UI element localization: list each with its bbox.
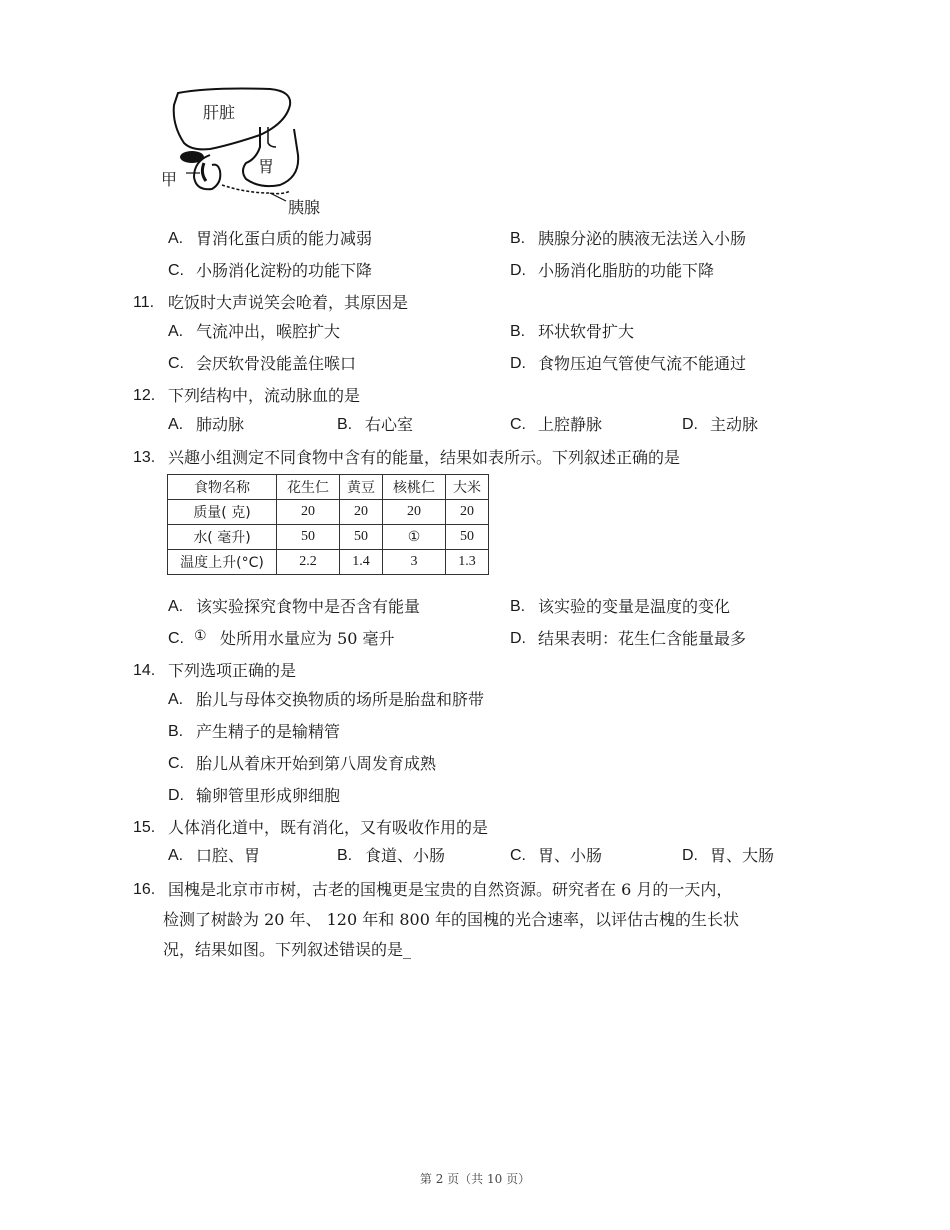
table-cell: 50 — [277, 525, 340, 550]
table-cell: 温度上升(°C) — [168, 550, 277, 575]
q13-option-d-text: 结果表明：花生仁含能量最多 — [538, 629, 747, 648]
q12-option-a-letter: A. — [168, 416, 184, 433]
q11-option-b-letter: B. — [510, 323, 526, 340]
q15-option-c-text: 胃、小肠 — [538, 846, 603, 865]
q11-option-c-text: 会厌软骨没能盖住喉口 — [196, 354, 357, 373]
q11-option-a-letter: A. — [168, 323, 184, 340]
q16-line-2: 检测了树龄为 20 年、 120 年和 800 年的国槐的光合速率，以评估古槐的生长状 — [163, 910, 739, 929]
q12-option-d-text: 主动脉 — [710, 415, 759, 434]
table-cell: 50 — [340, 525, 383, 550]
table-cell: 20 — [340, 500, 383, 525]
q16-number: 16. — [133, 881, 156, 898]
table-cell: 20 — [383, 500, 446, 525]
q15-option-a-text: 口腔、胃 — [196, 846, 261, 865]
q10-option-b-letter: B. — [510, 230, 526, 247]
q15-option-b-text: 食道、小肠 — [365, 846, 446, 865]
table-cell: ① — [383, 525, 446, 550]
food-energy-table — [167, 474, 489, 575]
q12-number: 12. — [133, 387, 156, 404]
q14-stem: 下列选项正确的是 — [168, 661, 297, 680]
circled-one-mark: ① — [194, 628, 207, 644]
q14-option-a-text: 胎儿与母体交换物质的场所是胎盘和脐带 — [196, 690, 485, 709]
table-header-cell: 黄豆 — [340, 475, 383, 500]
table-header-row — [168, 475, 489, 500]
q11-option-d-letter: D. — [510, 355, 526, 372]
q12-option-c-text: 上腔静脉 — [538, 415, 603, 434]
q13-option-c-text: 处所用水量应为 50 毫升 — [220, 629, 395, 648]
q16-line-1: 国槐是北京市市树，古老的国槐更是宝贵的自然资源。研究者在 6 月的一天内， — [168, 880, 733, 899]
q13-option-b-text: 该实验的变量是温度的变化 — [538, 597, 731, 616]
q12-option-c-letter: C. — [510, 416, 526, 433]
q12-stem: 下列结构中，流动脉血的是 — [168, 386, 361, 405]
q10-option-d-letter: D. — [510, 262, 526, 279]
table-cell: 2.2 — [277, 550, 340, 575]
page-footer: 第 2 页（共 10 页） — [419, 1172, 531, 1186]
q14-option-c-letter: C. — [168, 755, 184, 772]
table-cell: 水( 毫升) — [168, 525, 277, 550]
table-header-cell: 大米 — [446, 475, 489, 500]
table-cell: 1.4 — [340, 550, 383, 575]
q14-option-d-letter: D. — [168, 787, 184, 804]
q10-option-c-letter: C. — [168, 262, 184, 279]
table-header-cell: 花生仁 — [277, 475, 340, 500]
stomach-label: 胃 — [258, 157, 275, 176]
digestive-organs-diagram — [150, 85, 350, 220]
q15-stem: 人体消化道中，既有消化，又有吸收作用的是 — [168, 818, 489, 837]
q13-option-d-letter: D. — [510, 630, 526, 647]
q15-option-b-letter: B. — [337, 847, 353, 864]
table-row — [168, 525, 489, 550]
q12-option-b-text: 右心室 — [365, 415, 414, 434]
q15-option-a-letter: A. — [168, 847, 184, 864]
table-row — [168, 550, 489, 575]
table-cell: 50 — [446, 525, 489, 550]
table-row — [168, 500, 489, 525]
q16-line-3: 况，结果如图。下列叙述错误的是_ — [163, 940, 412, 959]
q10-option-b-text: 胰腺分泌的胰液无法送入小肠 — [538, 229, 747, 248]
q10-option-d-text: 小肠消化脂肪的功能下降 — [538, 261, 715, 280]
q13-stem: 兴趣小组测定不同食物中含有的能量，结果如表所示。下列叙述正确的是 — [168, 448, 681, 467]
q11-stem: 吃饭时大声说笑会呛着，其原因是 — [168, 293, 409, 312]
q11-option-a-text: 气流冲出，喉腔扩大 — [196, 322, 341, 341]
table-cell: 20 — [277, 500, 340, 525]
q15-option-d-letter: D. — [682, 847, 698, 864]
q10-option-a-text: 胃消化蛋白质的能力减弱 — [196, 229, 373, 248]
q13-option-c-letter: C. — [168, 630, 184, 647]
q14-option-a-letter: A. — [168, 691, 184, 708]
liver-label: 肝脏 — [203, 103, 236, 122]
q12-option-d-letter: D. — [682, 416, 698, 433]
q12-option-b-letter: B. — [337, 416, 353, 433]
q14-option-b-letter: B. — [168, 723, 184, 740]
table-cell: 3 — [383, 550, 446, 575]
q13-number: 13. — [133, 449, 156, 466]
q11-option-b-text: 环状软骨扩大 — [538, 322, 635, 341]
q14-option-c-text: 胎儿从着床开始到第八周发育成熟 — [196, 754, 437, 773]
q14-number: 14. — [133, 662, 156, 679]
table-header-cell: 核桃仁 — [383, 475, 446, 500]
q14-option-b-text: 产生精子的是输精管 — [196, 722, 341, 741]
table-cell: 质量( 克) — [168, 500, 277, 525]
q14-option-d-text: 输卵管里形成卵细胞 — [196, 786, 341, 805]
q13-option-a-text: 该实验探究食物中是否含有能量 — [196, 597, 421, 616]
q11-option-c-letter: C. — [168, 355, 184, 372]
q10-option-a-letter: A. — [168, 230, 184, 247]
pancreas-label: 胰腺 — [288, 198, 321, 217]
q11-number: 11. — [133, 294, 155, 311]
jia-label: 甲 — [161, 170, 178, 189]
table-cell: 1.3 — [446, 550, 489, 575]
table-cell: 20 — [446, 500, 489, 525]
q15-option-d-text: 胃、大肠 — [710, 846, 775, 865]
q13-option-a-letter: A. — [168, 598, 184, 615]
q15-option-c-letter: C. — [510, 847, 526, 864]
q13-option-b-letter: B. — [510, 598, 526, 615]
q12-option-a-text: 肺动脉 — [196, 415, 245, 434]
q10-option-c-text: 小肠消化淀粉的功能下降 — [196, 261, 373, 280]
table-header-cell: 食物名称 — [168, 475, 277, 500]
q11-option-d-text: 食物压迫气管使气流不能通过 — [538, 354, 747, 373]
q15-number: 15. — [133, 819, 156, 836]
